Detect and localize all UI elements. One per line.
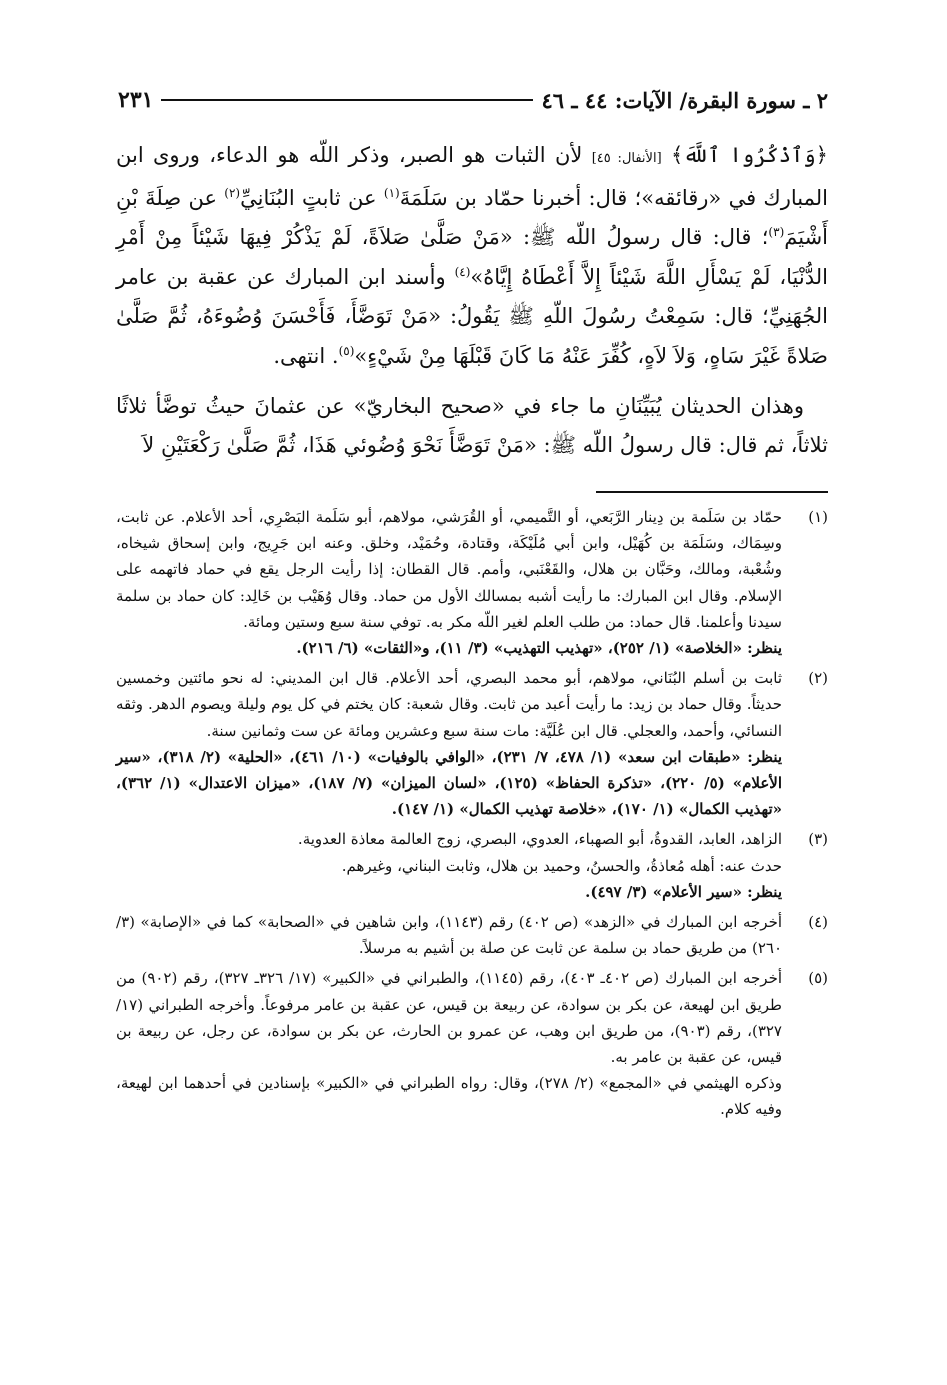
footnote-5 — [116, 965, 828, 1122]
header-rule — [161, 99, 533, 101]
footnote-separator — [596, 491, 828, 493]
footnote-number: (٣) — [808, 830, 828, 849]
footnote-reference: ينظر: «طبقات ابن سعد» (١/ ٤٧٨، ٧/ ٢٣١)، «الوافي بالوفيات» (١٠/ ٤٦١)، «الحلية» (٢/ ٣١٨)، «سير الأعلام» (٥/ ٢٢٠)، «تذكرة الحفاظ» (١٢٥)، «لسان الميزان» (٧/ ١٨٧)، «ميزان الاعتدال» (١/ ٣٦٢)، «تهذيب الكمال» (١/ ١٧٠)، «خلاصة تهذيب الكمال» (١/ ١٤٧). — [116, 747, 783, 819]
quran-verse: ﴿وَٱذْكُرُوا ٱللَّهَ﴾ — [670, 143, 828, 167]
footnote-1 — [116, 504, 828, 661]
main-text — [116, 136, 828, 466]
footnote-number: (١) — [808, 508, 828, 526]
footnote-text: وذكره الهيثمي في «المجمع» (٢/ ٢٧٨)، وقال: رواه الطبراني في «الكبير» بإسنادين في أحدهما ابن لهيعة، وفيه كلام. — [116, 1074, 783, 1119]
footnote-body — [116, 665, 782, 822]
page-header — [118, 82, 828, 118]
footnote-text: أخرجه ابن المبارك في «الزهد» (ص ٤٠٢) رقم (١١٤٣)، وابن شاهين في «الصحابة» كما في «الإصابة» (٣/ ٢٦٠) من طريق حماد بن سلمة عن ثابت عن صلة بن أشيم به مرسلاً. — [116, 913, 783, 958]
footnote-4 — [116, 909, 828, 961]
verse-citation: [الأنفال: ٤٥] — [591, 151, 662, 166]
footnote-text: حدث عنه: أهله مُعاذةُ، والحسنُ، وحميد بن هلال، وثابت البناني، وغيرهم. — [341, 856, 782, 875]
text-segment: . انتهى. — [273, 343, 339, 368]
text-segment: ؛ قال: قال رسولُ اللّه ﷺ: «مَنْ صَلَّىٰ صَلاَةً، لَمْ يَذْكُرْ فِيهَا شَيْئاً مِنْ أَمْرِ الدُّنْيَا، لَمْ يَسْأَلِ اللَّهَ شَيْئاً إِلاَّ أَعْطَاهُ إِيَّاهُ» — [116, 225, 828, 289]
footnote-3 — [116, 826, 828, 905]
paragraph-2: وهذان الحديثان يُبَيِّنَانِ ما جاء في «صحيح البخاريّ» عن عثمانَ حيثُ توضَّأ ثلاثًا ثلاثاً، ثم قال: قال رسولُ اللّه ﷺ: «مَنْ تَوَضَّأَ نَحْوَ وُضُوئي هَذَا، ثُمَّ صَلَّىٰ رَكْعَتَيْنِ لاَ — [116, 393, 828, 458]
footnote-number: (٥) — [808, 969, 828, 988]
footnote-text: الزاهد، العابد، القدوةُ، أبو الصهباء، العدوي، البصري، زوج العالمة معاذة العدوية. — [297, 830, 782, 849]
text-segment: لأن الثبات هو الصبر، وذكر اللّه هو الدعاء، وروى ابن المبارك في «رقائقه»؛ قال: أخبرنا حمّاد بن سَلَمَةَ — [116, 143, 828, 210]
footnote-marker-3[interactable]: (٣) — [768, 225, 785, 240]
text-segment: عن ثابتٍ البُنَانِيِّ — [240, 185, 377, 210]
footnote-marker-2[interactable]: (٢) — [224, 185, 241, 200]
running-title: ٢ ـ سورة البقرة/ الآيات: ٤٤ ـ ٤٦ — [541, 87, 828, 113]
footnote-reference: ينظر: «الخلاصة» (١/ ٢٥٢)، «تهذيب التهذيب» (٣/ ١١)، و«الثقات» (٦/ ٢١٦). — [296, 639, 782, 658]
footnote-text: حمّاد بن سَلَمة بن دِينار الرَّبَعي، أو التَّميمي، أو القُرَشي، مولاهم، أبو سَلَمة البَصْرِي، أحد الأعلام. عن ثابت، وسِمَاك، وسَلَمَة بن كُهَيْل، وابن أبي مُلَيْكَة، وقتادة، وحُمَيْد، وخلق. وعنه ابن جَرِيج، وابن إسحاق شيخاه، وشُعْبة، ومالك، وحَبَّان بن هلال، والقَعْنَبي، وأمم. قال القطان: إذا رأيت الرجل يقع في حماد فاتهمه على الإسلام. وقال ابن المبارك: ما رأيت أشبه بمسالك الأول من حماد. وقال وُهَيْب بن خَالِد: كان حماد بن سلمة سيدنا وأعلمنا. قال حماد: من طلب العلم لغير اللّه مكر به. توفي سنة سبع وستين ومائة. — [116, 508, 782, 631]
footnote-marker-1[interactable]: (١) — [383, 185, 400, 200]
footnote-marker-5[interactable]: (٥) — [338, 343, 355, 358]
footnote-body — [116, 504, 782, 661]
text-segment: وأسند ابن المبارك عن عقبة بن عامر الجُهَنِيِّ؛ قال: سَمِعْتُ رسُولَ اللّهِ ﷺ يَقُولُ: «مَنْ تَوَضَّأَ، فَأَحْسَنَ وُضُوءَهُ، ثُمَّ صَلَّىٰ صَلاةً غَيْرَ سَاهٍ، وَلاَ لاَهٍ، كُفِّرَ عَنْهُ مَا كَانَ قَبْلَهَا مِنْ شَيْءٍ» — [116, 264, 828, 368]
footnote-body — [116, 909, 782, 961]
footnote-body — [116, 965, 782, 1122]
footnote-body — [116, 826, 782, 905]
paragraph-1 — [116, 136, 828, 377]
footnote-marker-4[interactable]: (٤) — [454, 264, 471, 279]
footnotes — [116, 504, 828, 1127]
footnote-number: (٤) — [808, 913, 828, 932]
footnote-2 — [116, 665, 828, 822]
footnote-reference: ينظر: «سير الأعلام» (٣/ ٤٩٧). — [585, 882, 782, 901]
footnote-number: (٢) — [808, 669, 828, 688]
text-segment: عن صِلَةَ بْنِ أَشْيَمَ — [116, 185, 828, 250]
page-number: ٢٣١ — [118, 87, 154, 113]
footnote-text: أخرجه ابن المبارك (ص ٤٠٢ـ ٤٠٣)، رقم (١١٤٥)، والطبراني في «الكبير» (١٧/ ٣٢٦ـ ٣٢٧)، رقم (٩٠٢) من طريق ابن لهيعة، عن بكر بن سوادة، عن ربيعة بن قيس، عن عقبة بن عامر مرفوعاً. وأخرجه الطبراني (١٧/ ٣٢٧)، رقم (٩٠٣)، من طريق ابن وهب، عن عمرو بن الحارث، عن بكر بن سوادة، عن رجل، عن ربيعة بن قيس، عن عقبة بن عامر به. — [116, 969, 783, 1067]
footnote-text: ثابت بن أسلم البُنَاني، مولاهم، أبو محمد البصري، أحد الأعلام. قال ابن المديني: له نحو مائتين وخمسين حديثاً. وقال حماد بن زيد: ما رأيت أعبد من ثابت. وقال شعبة: كان يختم في كل يوم وليلة ويصوم الدهر. وثقه النسائي، وأحمد، والعجلي. قال ابن عُلَيَّة: مات سنة سبع وعشرين ومائة عن ست وثمانين سنة. — [116, 669, 782, 740]
